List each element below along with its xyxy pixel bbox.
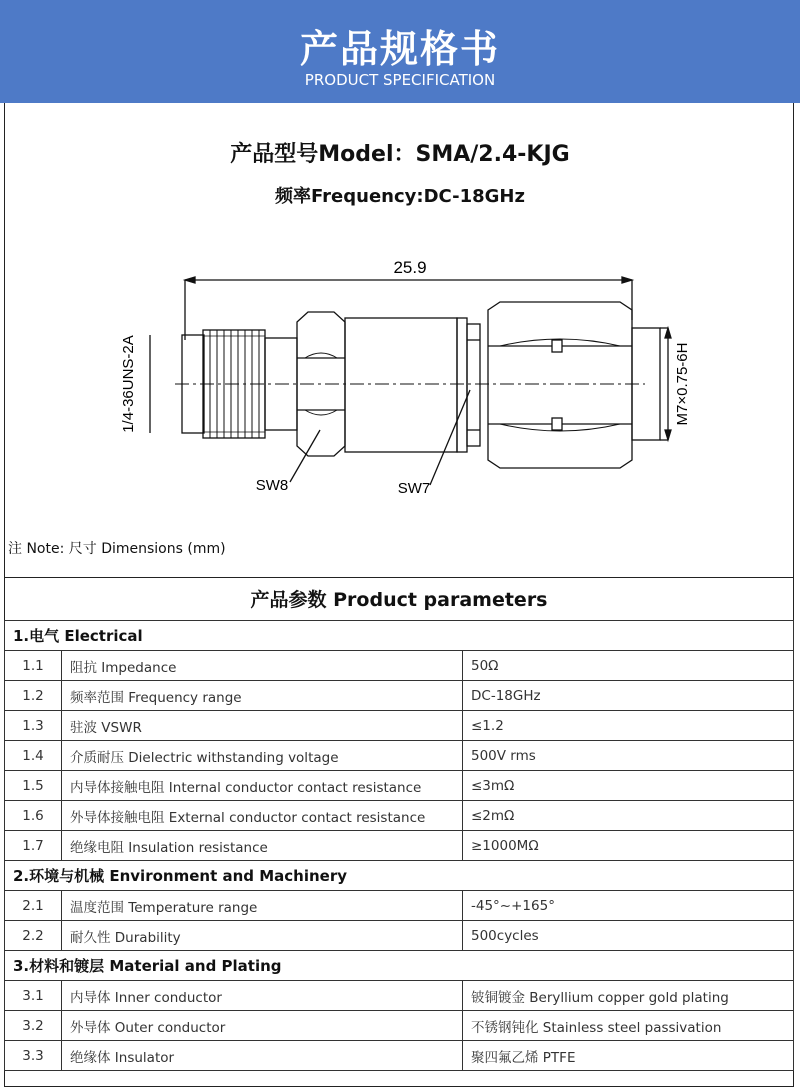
row-item: 温度范围 Temperature range: [62, 891, 463, 921]
row-value: ≤2mΩ: [463, 801, 794, 831]
right-thread-label: M7×0.75-6H: [674, 342, 691, 426]
row-item: 外导体 Outer conductor: [62, 1011, 463, 1041]
row-number: 3.1: [5, 981, 62, 1011]
row-value: DC-18GHz: [463, 681, 794, 711]
row-item: 频率范围 Frequency range: [62, 681, 463, 711]
row-number: 1.5: [5, 771, 62, 801]
table-row: [5, 831, 794, 861]
section-header: [5, 861, 794, 891]
row-number: 1.1: [5, 651, 62, 681]
table-row: [5, 741, 794, 771]
row-value: 铍铜镀金 Beryllium copper gold plating: [463, 981, 794, 1011]
row-number: 1.4: [5, 741, 62, 771]
row-value: 不锈钢钝化 Stainless steel passivation: [463, 1011, 794, 1041]
row-value: 500V rms: [463, 741, 794, 771]
row-item: 介质耐压 Dielectric withstanding voltage: [62, 741, 463, 771]
table-row: [5, 681, 794, 711]
dimension-note: 注 Note: 尺寸 Dimensions (mm): [8, 541, 226, 557]
row-value: -45°~+165°: [463, 891, 794, 921]
row-number: 1.7: [5, 831, 62, 861]
row-number: 2.1: [5, 891, 62, 921]
left-thread-label: 1/4-36UNS-2A: [120, 335, 137, 433]
row-number: 1.2: [5, 681, 62, 711]
wrench-sw8-label: SW8: [255, 477, 289, 494]
row-item: 内导体 Inner conductor: [62, 981, 463, 1011]
table-row: [5, 711, 794, 741]
row-value: 500cycles: [463, 921, 794, 951]
spec-table: [4, 620, 794, 1071]
table-row: [5, 771, 794, 801]
row-number: 3.2: [5, 1011, 62, 1041]
row-value: 50Ω: [463, 651, 794, 681]
page-title: 产品规格书: [299, 27, 500, 71]
section-title: 1.电气 Electrical: [5, 621, 794, 651]
row-number: 3.3: [5, 1041, 62, 1071]
section-header: [5, 951, 794, 981]
section-title: 3.材料和镀层 Material and Plating: [5, 951, 794, 981]
connector-drawing: [0, 240, 800, 510]
row-item: 耐久性 Durability: [62, 921, 463, 951]
section-title: 2.环境与机械 Environment and Machinery: [5, 861, 794, 891]
params-heading: 产品参数 Product parameters: [4, 577, 794, 621]
row-value: ≤1.2: [463, 711, 794, 741]
table-row: [5, 981, 794, 1011]
header-banner: [0, 0, 800, 103]
table-row: [5, 921, 794, 951]
row-item: 内导体接触电阻 Internal conductor contact resistance: [62, 771, 463, 801]
row-item: 外导体接触电阻 External conductor contact resistance: [62, 801, 463, 831]
model-heading: 产品型号Model：SMA/2.4-KJG: [230, 142, 570, 167]
page-subtitle: PRODUCT SPECIFICATION: [304, 71, 496, 89]
wrench-sw7-label: SW7: [397, 480, 431, 497]
table-row: [5, 801, 794, 831]
row-item: 阻抗 Impedance: [62, 651, 463, 681]
table-row: [5, 1011, 794, 1041]
row-value: ≤3mΩ: [463, 771, 794, 801]
row-item: 驻波 VSWR: [62, 711, 463, 741]
table-row: [5, 651, 794, 681]
row-number: 1.3: [5, 711, 62, 741]
length-dimension: 25.9: [393, 258, 427, 277]
table-row: [5, 1041, 794, 1071]
row-value: ≥1000MΩ: [463, 831, 794, 861]
row-item: 绝缘体 Insulator: [62, 1041, 463, 1071]
row-item: 绝缘电阻 Insulation resistance: [62, 831, 463, 861]
section-header: [5, 621, 794, 651]
row-number: 1.6: [5, 801, 62, 831]
row-value: 聚四氟乙烯 PTFE: [463, 1041, 794, 1071]
frequency-heading: 频率Frequency:DC-18GHz: [275, 186, 525, 207]
row-number: 2.2: [5, 921, 62, 951]
table-row: [5, 891, 794, 921]
